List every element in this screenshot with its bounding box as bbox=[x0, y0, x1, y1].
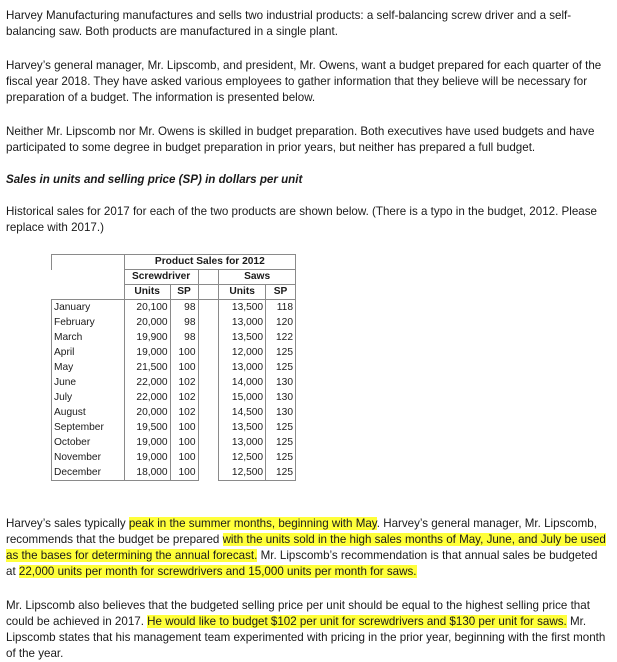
product-sales-table bbox=[51, 254, 296, 481]
saw-sp-cell: 130 bbox=[266, 390, 296, 405]
historical-note: Historical sales for 2017 for each of the two products are shown below. (There is a typo in the budget, 2012. Please replace with 2017.) bbox=[6, 205, 597, 234]
saw-units-cell: 12,000 bbox=[219, 345, 266, 360]
table-row bbox=[52, 390, 296, 405]
screwdriver-units-cell: 19,900 bbox=[124, 330, 170, 345]
table-row bbox=[52, 300, 296, 316]
intro-paragraph-2: Harvey’s general manager, Mr. Lipscomb, and president, Mr. Owens, want a budget prepared for each quarter of the fiscal year 2018. They have asked various employees to gather information that they believe will be necessary for preparation of a budget. The information is presented below. bbox=[6, 59, 602, 104]
screwdriver-sp-cell: 102 bbox=[170, 390, 198, 405]
screwdriver-sp-cell: 102 bbox=[170, 405, 198, 420]
screwdriver-sp-cell: 100 bbox=[170, 465, 198, 481]
screwdriver-sp-cell: 100 bbox=[170, 420, 198, 435]
month-cell: May bbox=[52, 360, 125, 375]
saw-units-cell: 13,000 bbox=[219, 315, 266, 330]
table-row bbox=[52, 465, 296, 481]
month-cell: October bbox=[52, 435, 125, 450]
screwdriver-sp-cell: 98 bbox=[170, 330, 198, 345]
text-run: Harvey’s sales typically bbox=[6, 517, 129, 530]
sales-recommendation-paragraph bbox=[6, 516, 606, 580]
table-title: Product Sales for 2012 bbox=[124, 255, 295, 270]
saw-units-cell: 14,500 bbox=[219, 405, 266, 420]
pricing-paragraph bbox=[6, 598, 606, 662]
month-cell: December bbox=[52, 465, 125, 481]
saw-sp-cell: 125 bbox=[266, 465, 296, 481]
screwdriver-sp-cell: 102 bbox=[170, 375, 198, 390]
table-row bbox=[52, 450, 296, 465]
month-cell: March bbox=[52, 330, 125, 345]
screwdriver-units-cell: 22,000 bbox=[124, 390, 170, 405]
screwdriver-group-header: Screwdriver bbox=[124, 270, 198, 285]
saw-units-cell: 15,000 bbox=[219, 390, 266, 405]
month-cell: July bbox=[52, 390, 125, 405]
saw-units-cell: 13,500 bbox=[219, 300, 266, 316]
saw-sp-cell: 125 bbox=[266, 435, 296, 450]
text-run: Mr. Lipscomb states that his management team experimented with pricing in the prior year, beginning with the first month of the year. bbox=[6, 615, 606, 660]
screwdriver-sp-cell: 98 bbox=[170, 300, 198, 316]
screwdriver-units-cell: 20,100 bbox=[124, 300, 170, 316]
saw-sp-cell: 125 bbox=[266, 420, 296, 435]
table-row bbox=[52, 345, 296, 360]
table-row bbox=[52, 330, 296, 345]
section-heading: Sales in units and selling price (SP) in dollars per unit bbox=[6, 173, 303, 186]
highlighted-text: 22,000 units per month for screwdrivers and 15,000 units per month for saws. bbox=[18, 565, 417, 578]
month-cell: April bbox=[52, 345, 125, 360]
saw-sp-cell: 120 bbox=[266, 315, 296, 330]
screwdriver-units-cell: 18,000 bbox=[124, 465, 170, 481]
table-row bbox=[52, 360, 296, 375]
screwdriver-units-cell: 19,500 bbox=[124, 420, 170, 435]
saw-sp-cell: 125 bbox=[266, 360, 296, 375]
screwdriver-units-cell: 20,000 bbox=[124, 315, 170, 330]
saw-units-cell: 12,500 bbox=[219, 450, 266, 465]
screwdriver-units-cell: 21,500 bbox=[124, 360, 170, 375]
saw-sp-cell: 118 bbox=[266, 300, 296, 316]
month-cell: June bbox=[52, 375, 125, 390]
month-cell: January bbox=[52, 300, 125, 316]
saw-units-cell: 13,500 bbox=[219, 330, 266, 345]
saw-sp-cell: 125 bbox=[266, 450, 296, 465]
screwdriver-units-cell: 22,000 bbox=[124, 375, 170, 390]
intro-paragraph-3: Neither Mr. Lipscomb nor Mr. Owens is skilled in budget preparation. Both executives have used budgets and have participated to some degree in budget preparation in prior years, but neither has prepared a full budget. bbox=[6, 125, 595, 154]
col-header-sp: SP bbox=[266, 285, 296, 300]
col-header-units: Units bbox=[219, 285, 266, 300]
saw-sp-cell: 130 bbox=[266, 405, 296, 420]
table-row bbox=[52, 375, 296, 390]
saw-units-cell: 14,000 bbox=[219, 375, 266, 390]
intro-paragraph-1: Harvey Manufacturing manufactures and sells two industrial products: a self-balancing screw driver and a self-balancing saw. Both products are manufactured in a single plant. bbox=[6, 9, 572, 38]
month-cell: August bbox=[52, 405, 125, 420]
screwdriver-sp-cell: 98 bbox=[170, 315, 198, 330]
highlighted-text: peak in the summer months, beginning with May bbox=[128, 517, 377, 530]
table-row bbox=[52, 405, 296, 420]
highlighted-text: He would like to budget $102 per unit for screwdrivers and $130 per unit for saws. bbox=[147, 615, 567, 628]
table-row bbox=[52, 435, 296, 450]
saw-units-cell: 13,000 bbox=[219, 435, 266, 450]
col-header-units: Units bbox=[124, 285, 170, 300]
month-cell: September bbox=[52, 420, 125, 435]
highlighted-text: with the units sold in the high sales months of May, June, and July be used as the bases for determining the annual forecast. bbox=[6, 533, 606, 562]
col-header-sp: SP bbox=[170, 285, 198, 300]
saw-sp-cell: 125 bbox=[266, 345, 296, 360]
table-row bbox=[52, 420, 296, 435]
screwdriver-units-cell: 20,000 bbox=[124, 405, 170, 420]
screwdriver-sp-cell: 100 bbox=[170, 450, 198, 465]
screwdriver-sp-cell: 100 bbox=[170, 345, 198, 360]
saw-sp-cell: 122 bbox=[266, 330, 296, 345]
table-row bbox=[52, 315, 296, 330]
screwdriver-units-cell: 19,000 bbox=[124, 345, 170, 360]
month-cell: February bbox=[52, 315, 125, 330]
text-run: . Harvey’s general manager, Mr. Lipscomb, recommends that the budget be prepared bbox=[6, 517, 597, 546]
screwdriver-sp-cell: 100 bbox=[170, 360, 198, 375]
text-run: Mr. Lipscomb also believes that the budgeted selling price per unit should be equal to the highest selling price that could be achieved in 2017. bbox=[6, 599, 590, 628]
screwdriver-sp-cell: 100 bbox=[170, 435, 198, 450]
screwdriver-units-cell: 19,000 bbox=[124, 450, 170, 465]
month-cell: November bbox=[52, 450, 125, 465]
saws-group-header: Saws bbox=[219, 270, 296, 285]
text-run: Mr. Lipscomb’s recommendation is that annual sales be budgeted at bbox=[6, 549, 598, 578]
saw-units-cell: 12,500 bbox=[219, 465, 266, 481]
saw-sp-cell: 130 bbox=[266, 375, 296, 390]
screwdriver-units-cell: 19,000 bbox=[124, 435, 170, 450]
saw-units-cell: 13,500 bbox=[219, 420, 266, 435]
saw-units-cell: 13,000 bbox=[219, 360, 266, 375]
